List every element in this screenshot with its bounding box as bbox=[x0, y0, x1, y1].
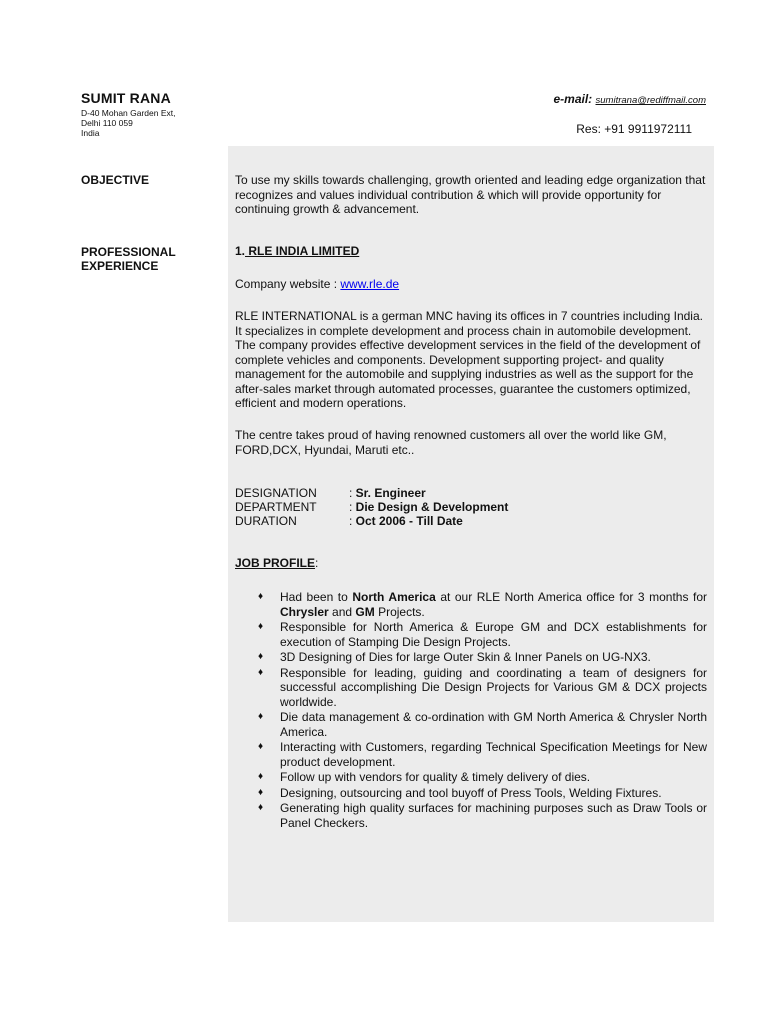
diamond-bullet-icon: ♦ bbox=[258, 786, 264, 798]
candidate-name: SUMIT RANA bbox=[81, 90, 171, 106]
designation-row bbox=[235, 486, 508, 500]
list-item: ♦ Had been to North America at our RLE North America office for 3 months for Chrysler and GM Projects. bbox=[258, 590, 708, 619]
designation-sep: : bbox=[349, 486, 356, 500]
experience-heading-line-1: PROFESSIONAL bbox=[81, 245, 176, 259]
diamond-bullet-icon: ♦ bbox=[258, 651, 264, 662]
diamond-bullet-icon: ♦ bbox=[258, 802, 264, 813]
diamond-bullet-icon: ♦ bbox=[258, 666, 264, 678]
address-line-2: Delhi 110 059 bbox=[81, 118, 133, 128]
duration-value: Oct 2006 - Till Date bbox=[355, 514, 463, 528]
list-item: ♦ 3D Designing of Dies for large Outer Skin & Inner Panels on UG-NX3. bbox=[258, 650, 651, 664]
job-profile-colon: : bbox=[315, 556, 319, 570]
address-block bbox=[81, 108, 176, 138]
diamond-bullet-icon: ♦ bbox=[258, 711, 264, 722]
department-row bbox=[235, 500, 508, 514]
department-sep: : bbox=[349, 500, 356, 514]
email-block bbox=[480, 92, 706, 106]
job-profile-list bbox=[258, 590, 707, 831]
list-item: ♦ Designing, outsourcing and tool buyoff of Press Tools, Welding Fixtures. bbox=[258, 785, 662, 800]
email-label: e-mail: bbox=[553, 92, 593, 106]
department-label: DEPARTMENT bbox=[235, 500, 317, 514]
department-value: Die Design & Development bbox=[355, 500, 509, 514]
company-description: RLE INTERNATIONAL is a german MNC having its offices in 7 countries including India. It specializes in complete development and process chain in automobile development. The company provides effective development services in the field of the development of complete vehicles and components. Development supporting project- and quality management for the automobile and supplying industries as well as the support for the after-sales market through automated processes, guarantee the customers optimized, efficient and modern operations. bbox=[235, 309, 703, 410]
diamond-bullet-icon: ♦ bbox=[258, 741, 264, 752]
diamond-bullet-icon: ♦ bbox=[258, 621, 264, 632]
duration-row bbox=[235, 514, 508, 528]
objective-text: To use my skills towards challenging, growth oriented and leading edge organization that recognizes and values individual contribution & which will provide opportunity for continuing growth & advancement. bbox=[235, 173, 706, 216]
list-item: ♦ Responsible for leading, guiding and coordinating a team of designers for successful accomplishing Die Design Projects for Various GM & DCX projects worldwide. bbox=[258, 665, 707, 709]
website-label: Company website : bbox=[235, 277, 341, 291]
job-profile-title: JOB PROFILE bbox=[235, 556, 316, 570]
list-item: ♦ Generating high quality surfaces for machining purposes such as Draw Tools or Panel Checkers. bbox=[258, 801, 707, 830]
experience-heading bbox=[81, 245, 176, 273]
position-details bbox=[235, 486, 508, 528]
company-number: 1. bbox=[235, 244, 246, 258]
diamond-bullet-icon: ♦ bbox=[258, 591, 264, 602]
objective-heading: OBJECTIVE bbox=[81, 173, 150, 187]
company-title bbox=[235, 244, 359, 258]
company-website bbox=[235, 277, 399, 291]
job-profile-heading bbox=[235, 556, 318, 570]
address-line-1: D-40 Mohan Garden Ext, bbox=[81, 108, 176, 118]
list-item: ♦ Interacting with Customers, regarding Technical Specification Meetings for New product development. bbox=[258, 740, 707, 769]
company-customers: The centre takes proud of having renowned customers all over the world like GM, FORD,DCX, Hyundai, Maruti etc.. bbox=[235, 428, 667, 457]
designation-value: Sr. Engineer bbox=[355, 486, 426, 500]
diamond-bullet-icon: ♦ bbox=[258, 771, 264, 782]
list-item: ♦ Die data management & co-ordination with GM North America & Chrysler North America. bbox=[258, 710, 707, 739]
address-line-3: India bbox=[81, 128, 100, 138]
company-name: RLE INDIA LIMITED bbox=[245, 244, 360, 258]
experience-heading-line-2: EXPERIENCE bbox=[81, 259, 159, 273]
website-link[interactable]: www.rle.de bbox=[340, 277, 400, 291]
email-link[interactable]: sumitrana@rediffmail.com bbox=[595, 95, 706, 106]
designation-label: DESIGNATION bbox=[235, 486, 317, 500]
list-item: ♦ Responsible for North America & Europe GM and DCX establishments for execution of Stamping Die Design Projects. bbox=[258, 620, 707, 649]
phone-number: Res: +91 9911972111 bbox=[576, 122, 692, 136]
duration-label: DURATION bbox=[235, 514, 297, 528]
list-item: ♦ Follow up with vendors for quality & timely delivery of dies. bbox=[258, 770, 591, 784]
duration-sep: : bbox=[349, 514, 356, 528]
